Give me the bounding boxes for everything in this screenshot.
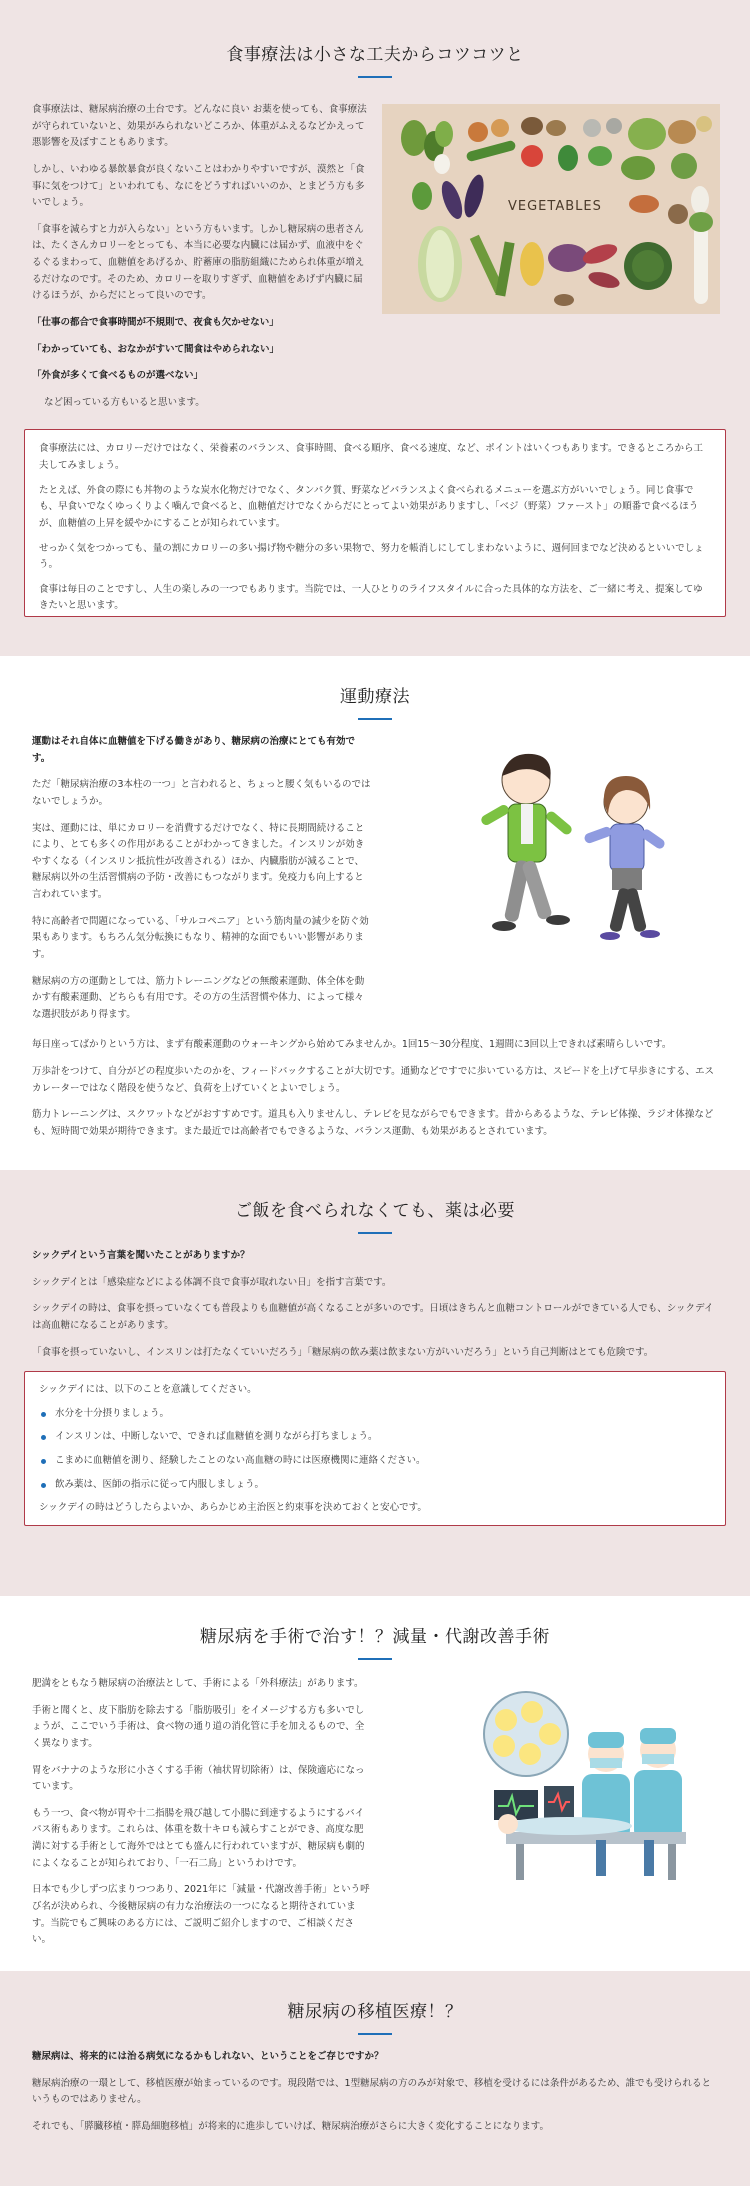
medicine-lead: シックデイという言葉を聞いたことがありますか？ bbox=[32, 1250, 250, 1262]
diet-title: 食事療法は小さな工夫からコツコツと bbox=[226, 45, 524, 65]
surgery-para-5: 日本でも少しずつ広まりつつあり、2021年に「減量・代謝改善手術」という呼び名が決められ、今後糖尿病の有力な治療法の一つになると期待されています。当院でもご興味のある方には、ご説明ご紹介しますので、ご相談ください。 bbox=[32, 1884, 370, 1946]
transplant-text bbox=[0, 2049, 750, 2136]
medicine-para-1: シックデイとは「感染症などによる体調不良で食事が取れない日」を指す言葉です。 bbox=[32, 1276, 392, 1288]
sickday-item: 飲み薬は、医師の指示に従って内服しましょう。 bbox=[39, 1477, 711, 1494]
title-underline bbox=[358, 76, 392, 78]
sickday-list bbox=[39, 1406, 711, 1494]
diet-tip-3: せっかく気をつかっても、量の割にカロリーの多い揚げ物や糖分の多い果物で、努力を帳消しにしてしまわないように、週何回までなど決めるといいでしょう。 bbox=[39, 542, 704, 571]
surgery-title: 糖尿病を手術で治す！？減量・代謝改善手術 bbox=[200, 1627, 550, 1647]
surgery-text-column bbox=[32, 1676, 372, 1959]
surgery-para-4: もう一つ、食べ物が胃や十二指腸を飛び越して小腸に到達するようにするバイパス術もあります。これらは、体重を数十キロも減らすことができ、高度な肥満に対する手術として海外ではとても盛んに行われていますが、糖尿病も劇的によくなることが知られており、「一石二鳥」というわけです。 bbox=[32, 1807, 365, 1869]
exercise-full-1: 毎日座ってばかりという方は、まず有酸素運動のウォーキングから始めてみませんか。1回15〜30分程度、1週間に3回以上できれば素晴らしいです。 bbox=[32, 1039, 672, 1051]
medicine-section bbox=[0, 1170, 750, 1596]
exercise-full-3: 筋力トレーニングは、スクワットなどがおすすめです。道具も入りませんし、テレビを見ながらでもできます。昔からあるような、テレビ体操、ラジオ体操なども、短時間で効果が期待できます。また最近では高齢者でもできるような、バランス運動、も効果があるとされています。 bbox=[32, 1109, 714, 1137]
transplant-section bbox=[0, 1971, 750, 2186]
vegetables-illustration bbox=[382, 104, 720, 314]
vegetables-image bbox=[382, 104, 720, 314]
medicine-para-2: シックデイの時は、食事を摂っていなくても普段よりも血糖値が高くなることが多いのです。日頃はきちんと血糖コントロールができている人でも、シックデイは高血糖になることがあります。 bbox=[32, 1303, 714, 1331]
exercise-para-3: 特に高齢者で問題になっている、「サルコペニア」という筋肉量の減少を防ぐ効果もあります。もちろん気分転換にもなり、精神的な面でもいい影響があります。 bbox=[32, 915, 369, 960]
diet-tips-box bbox=[24, 429, 726, 617]
walking-couple-illustration bbox=[408, 740, 718, 960]
diet-section bbox=[0, 0, 750, 656]
transplant-para-2: それでも、「膵臓移植・膵島細胞移植」が将来的に進歩していけば、糖尿病治療がさらに大きく変化することになります。 bbox=[32, 2120, 549, 2132]
diet-concern-tail: など困っている方もいると思います。 bbox=[44, 396, 205, 408]
exercise-full-2: 万歩計をつけて、自分がどの程度歩いたのかを、フィードバックすることが大切です。通勤などですでに歩いている方は、スピードを上げて早歩きにする、エスカレーターではなく階段を使うなど、負荷を上げていくとよいでしょう。 bbox=[32, 1066, 715, 1094]
transplant-lead: 糖尿病は、将来的には治る病気になるかもしれない、ということをご存じですか？ bbox=[32, 2051, 384, 2063]
diet-concern-2: 「わかっていても、おなかがすいて間食はやめられない」 bbox=[32, 343, 280, 355]
sickday-box bbox=[24, 1371, 726, 1526]
surgery-para-1: 肥満をともなう糖尿病の治療法として、手術による「外科療法」があります。 bbox=[32, 1678, 364, 1690]
title-underline bbox=[358, 718, 392, 720]
sickday-intro: シックデイには、以下のことを意識してください。 bbox=[39, 1384, 257, 1396]
exercise-para-2: 実は、運動には、単にカロリーを消費するだけでなく、特に長期間続けることにより、とても多くの作用があることがわかってきました。インスリンが効きやすくなる（インスリン抵抗性が改善される）ほか、内臓脂肪が減ることで、糖尿病以外の生活習慣病の予防・改善にもつながります。免疫力も向上すると言われています。 bbox=[32, 822, 365, 901]
title-underline bbox=[358, 2033, 392, 2035]
vegetables-label: VEGETABLES bbox=[508, 199, 602, 215]
sickday-item: 水分を十分摂りましょう。 bbox=[39, 1406, 711, 1423]
medicine-title: ご飯を食べられなくても、薬は必要 bbox=[235, 1201, 515, 1221]
surgery-para-2: 手術と聞くと、皮下脂肪を除去する「脂肪吸引」をイメージする方も多いでしょうが、ここでいう手術は、食べ物の通り道の消化管に手を加えるもので、全く異なります。 bbox=[32, 1704, 365, 1749]
surgery-image bbox=[418, 1682, 718, 1892]
title-underline bbox=[358, 1658, 392, 1660]
sickday-outro: シックデイの時はどうしたらよいか、あらかじめ主治医と約束事を決めておくと安心です。 bbox=[39, 1502, 427, 1514]
exercise-text-column bbox=[32, 734, 372, 1033]
title-underline bbox=[358, 1232, 392, 1234]
walking-couple-image bbox=[408, 740, 718, 960]
exercise-para-4: 糖尿病の方の運動としては、筋力トレーニングなどの無酸素運動、体全体を動かす有酸素運動、どちらも有用です。その方の生活習慣や体力、によって様々な選択肢があり得ます。 bbox=[32, 975, 365, 1020]
diet-tip-4: 食事は毎日のことですし、人生の楽しみの一つでもあります。当院では、一人ひとりのライフスタイルに合った具体的な方法を、ご一緒に考え、提案してゆきたいと思います。 bbox=[39, 583, 703, 612]
medicine-text bbox=[0, 1248, 750, 1361]
surgery-section bbox=[0, 1596, 750, 1971]
sickday-item: インスリンは、中断しないで、できれば血糖値を測りながら打ちましょう。 bbox=[39, 1429, 711, 1446]
exercise-title: 運動療法 bbox=[340, 687, 410, 707]
exercise-lead: 運動はそれ自体に血糖値を下げる働きがあり、糖尿病の治療にとても有効です。 bbox=[32, 736, 356, 764]
diet-concern-3: 「外食が多くて食べるものが選べない」 bbox=[32, 370, 204, 382]
exercise-para-1: ただ「糖尿病治療の3本柱の一つ」と言われると、ちょっと腰く気もいるのではないでしょうか。 bbox=[32, 779, 371, 807]
diet-tip-2: たとえば、外食の際にも丼物のような炭水化物だけでなく、タンパク質、野菜などバランスよく食べられるメニューを選ぶ方がいいでしょう。同じ食事でも、早食いでなくゆっくりよく噛んで食べると、血糖値だけでなくからだにとってよい効果がありますし、「ベジ（野菜）ファースト」の順番で食べるほうが、血糖値の上昇を緩やかにすることが知られています。 bbox=[39, 484, 699, 529]
surgery-illustration bbox=[418, 1682, 718, 1892]
exercise-section bbox=[0, 656, 750, 1170]
diet-concern-1: 「仕事の都合で食事時間が不規則で、夜食も欠かせない」 bbox=[32, 316, 279, 328]
diet-intro-2: しかし、いわゆる暴飲暴食が良くないことはわかりやすいですが、漠然と「食事に気をつけて」といわれても、なにをどうすればいいのか、とまどう方も多いでしょう。 bbox=[32, 163, 365, 209]
transplant-title: 糖尿病の移植医療！？ bbox=[287, 2002, 463, 2022]
transplant-para-1: 糖尿病治療の一環として、移植医療が始まっているのです。現段階では、1型糖尿病の方のみが対象で、移植を受けるには条件があるため、誰でも受けられるというものではありません。 bbox=[32, 2077, 712, 2106]
exercise-full-width-text bbox=[0, 1033, 750, 1140]
medicine-para-3: 「食事を摂っていないし、インスリンは打たなくていいだろう」「糖尿病の飲み薬は飲まない方がいいだろう」という自己判断はとても危険です。 bbox=[32, 1346, 654, 1358]
sickday-item: こまめに血糖値を測り、経験したことのない高血糖の時には医療機関に連絡ください。 bbox=[39, 1453, 711, 1470]
diet-intro-1: 食事療法は、糖尿病治療の土台です。どんなに良い お薬を使っても、食事療法が守られていないと、効果がみられないどころか、体重がふえるなどかえって悪影響を及ぼすこともあります。 bbox=[32, 104, 367, 149]
surgery-para-3: 胃をバナナのような形に小さくする手術（袖状胃切除術）は、保険適応になっています。 bbox=[32, 1764, 365, 1793]
diet-intro-3: 「食事を減らすと力が入らない」という方もいます。しかし糖尿病の患者さんは、たくさんカロリーをとっても、本当に必要な内臓には届かず、血液中をぐるぐるまわって、血糖値をあげるか、貯蓄庫の脂肪組織にためられ体重が増えるだけなのです。そのため、カロリーを取りすぎず、血糖値をあげず内臓に届けるほうが、からだにとって良いのです。 bbox=[32, 223, 365, 302]
diet-tip-1: 食事療法には、カロリーだけではなく、栄養素のバランス、食事時間、食べる順序、食べる速度、など、ポイントはいくつもあります。できるところから工夫してみましょう。 bbox=[39, 443, 704, 472]
diet-text-column bbox=[32, 102, 370, 421]
